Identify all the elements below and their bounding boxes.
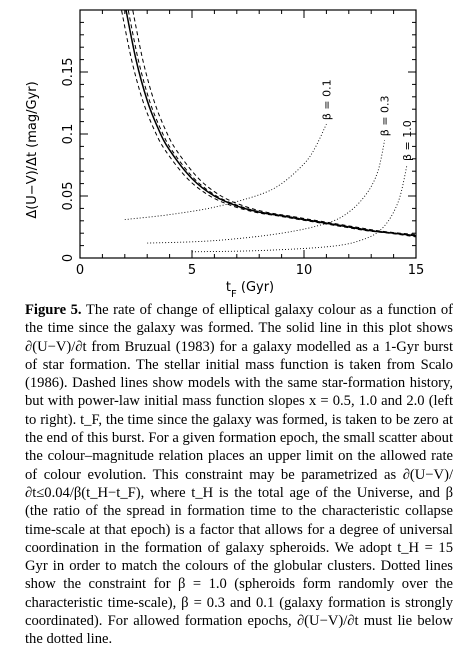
series-line-dotted <box>125 124 327 220</box>
series-label: β = 0.3 <box>378 95 392 137</box>
x-tick-label: 5 <box>187 263 197 278</box>
curve-group <box>120 4 416 252</box>
tick-labels <box>61 58 424 278</box>
figure-caption <box>25 301 453 649</box>
series-line-dotted <box>192 165 407 252</box>
plot-frame <box>80 10 416 258</box>
caption-label: Figure 5. <box>25 302 82 318</box>
x-tick-label: 10 <box>295 263 313 278</box>
y-axis-label: Δ(U−V)/Δt (mag/Gyr) <box>25 81 40 219</box>
series-line-dashed <box>132 4 417 235</box>
x-axis-label: $t_F$ (Gyr) <box>225 280 275 300</box>
series-line-solid <box>125 4 416 236</box>
x-tick-label: 0 <box>75 263 85 278</box>
axis-ticks <box>80 10 416 258</box>
curves <box>120 4 416 252</box>
y-tick-label: 0.05 <box>61 181 76 211</box>
series-line-dashed <box>120 4 416 237</box>
series-line-dashed <box>127 4 416 236</box>
y-tick-label: 0 <box>61 253 76 263</box>
y-tick-label: 0.1 <box>61 123 76 145</box>
x-tick-label: 15 <box>407 263 425 278</box>
caption-text: The rate of change of elliptical galaxy colour as a function of the time since the galaxy was formed. The solid line in this plot shows ∂(U−V)/∂t from Bruzual (1983) for a galaxy modelled as a 1-Gyr burst of star formation. The stellar initial mass function is taken from Scalo (1986). Dashed lines show models with the same star-formation history, but with power-law initial mass function slopes x = 0.5, 1.0 and 2.0 (left to right). t_F, the time since the galaxy was formed, is taken to be zero at the end of this burst. For a given formation epoch, the small scatter about the colour–magnitude relation places an upper limit on the allowed rate of colour evolution. This constraint may be parametrized as ∂(U−V)/∂t≤0.04/β(t_H−t_F), where t_H is the total age of the Universe, and β (the ratio of the spread in formation time to the characteristic collapse time-scale at that epoch) is a factor that allows for a degree of universal coordination in the formation of galaxy spheroids. We adopt t_H = 15 Gyr in order to match the colours of the globular clusters. Dotted lines show the constraint for β = 1.0 (spheroids form randomly over the characteristic time-scale), β = 0.3 and 0.1 (galaxy formation is strongly coordinated). For allowed formation epochs, ∂(U−V)/∂t must lie below the dotted line. <box>25 302 453 648</box>
y-tick-label: 0.15 <box>61 57 76 87</box>
figure-chart <box>0 0 473 300</box>
series-label: β = 1.0 <box>401 120 414 161</box>
series-label: β = 0.1 <box>320 79 334 121</box>
